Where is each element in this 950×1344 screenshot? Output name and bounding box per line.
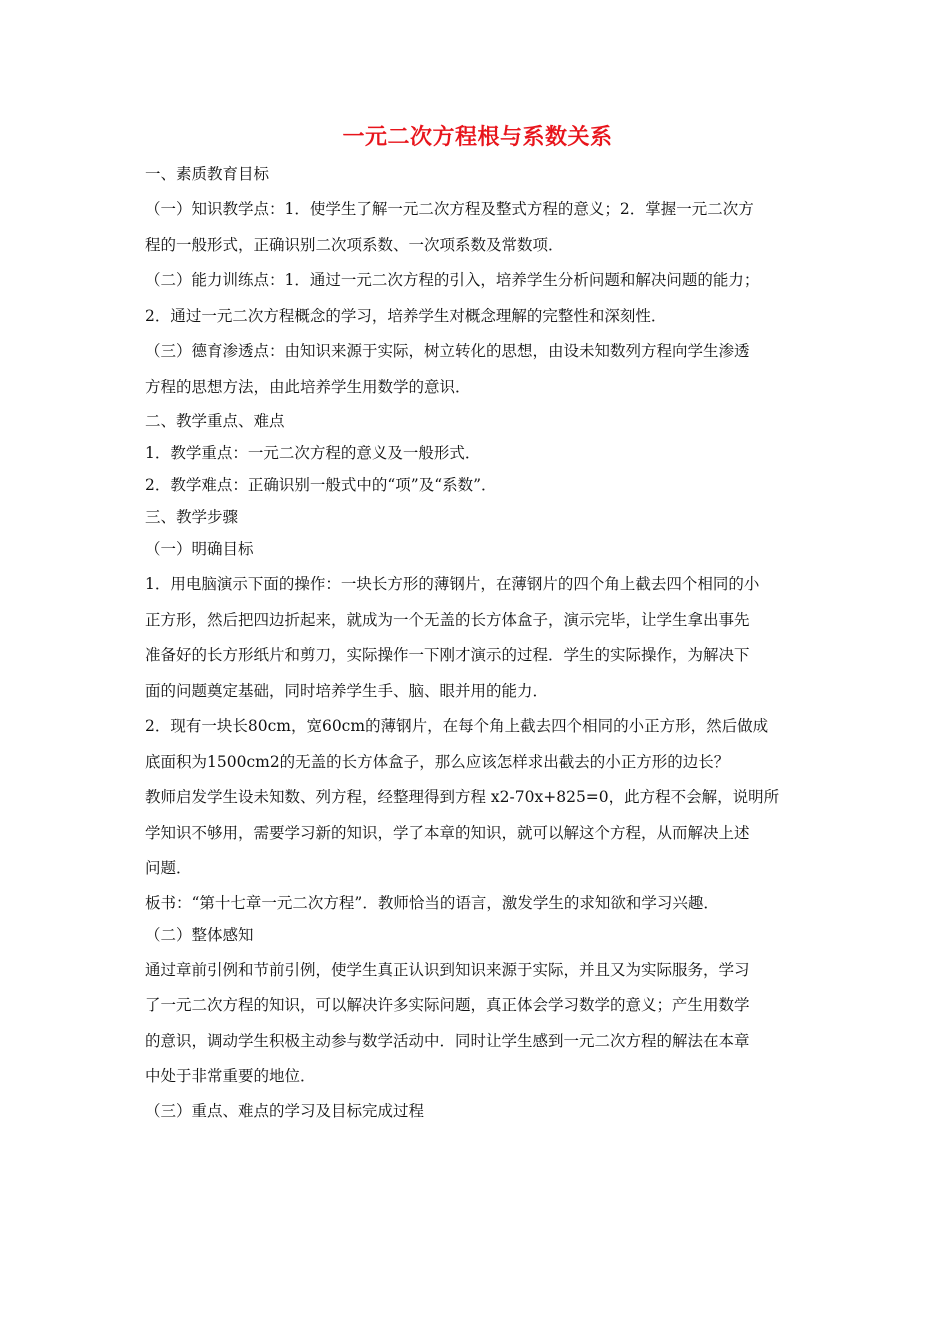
document-title: 一元二次方程根与系数关系 bbox=[342, 125, 613, 150]
paragraph-line: 教师启发学生设未知数、列方程，经整理得到方程 x2-70x+825=0，此方程不会解，说明所 bbox=[145, 788, 780, 806]
paragraph-line: （二）能力训练点：1．通过一元二次方程的引入，培养学生分析问题和解决问题的能力； bbox=[145, 271, 760, 289]
paragraph-line: 中处于非常重要的地位． bbox=[145, 1067, 316, 1085]
subsection-heading: （一）明确目标 bbox=[145, 540, 254, 558]
paragraph-line: 了一元二次方程的知识，可以解决许多实际问题，真正体会学习数学的意义；产生用数学 bbox=[145, 996, 750, 1014]
paragraph-line: 准备好的长方形纸片和剪刀，实际操作一下刚才演示的过程．学生的实际操作，为解决下 bbox=[145, 646, 750, 664]
paragraph-line: （三）德育渗透点：由知识来源于实际，树立转化的思想，由设未知数列方程向学生渗透 bbox=[145, 342, 750, 360]
paragraph-line: 1．用电脑演示下面的操作：一块长方形的薄钢片，在薄钢片的四个角上截去四个相同的小 bbox=[145, 575, 760, 593]
paragraph-line: 通过章前引例和节前引例，使学生真正认识到知识来源于实际，并且又为实际服务，学习 bbox=[145, 960, 750, 979]
section-heading-goals: 一、素质教育目标 bbox=[145, 165, 270, 183]
paragraph-line: 2．教学难点：正确识别一般式中的“项”及“系数”． bbox=[145, 476, 497, 494]
section-heading-key-points: 二、教学重点、难点 bbox=[145, 412, 285, 430]
paragraph-line: （一）知识教学点：1．使学生了解一元二次方程及整式方程的意义；2．掌握一元二次方 bbox=[145, 200, 754, 218]
paragraph-line: 1．教学重点：一元二次方程的意义及一般形式． bbox=[145, 444, 481, 462]
paragraph-line: 程的一般形式，正确识别二次项系数、一次项系数及常数项． bbox=[145, 235, 564, 254]
paragraph-line: 2．通过一元二次方程概念的学习，培养学生对概念理解的完整性和深刻性． bbox=[145, 306, 667, 325]
paragraph-line: 方程的思想方法，由此培养学生用数学的意识． bbox=[145, 377, 471, 396]
subsection-heading: （二）整体感知 bbox=[145, 925, 254, 944]
paragraph-line: 学知识不够用，需要学习新的知识，学了本章的知识，就可以解这个方程，从而解决上述 bbox=[145, 823, 750, 842]
document-page bbox=[145, 118, 810, 1127]
paragraph-line: 正方形，然后把四边折起来，就成为一个无盖的长方体盒子，演示完毕，让学生拿出事先 bbox=[145, 610, 750, 629]
paragraph-line: 的意识，调动学生积极主动参与数学活动中．同时让学生感到一元二次方程的解法在本章 bbox=[145, 1031, 750, 1050]
section-heading-steps: 三、教学步骤 bbox=[145, 508, 239, 526]
paragraph-line: 板书：“第十七章一元二次方程”．教师恰当的语言，激发学生的求知欲和学习兴趣． bbox=[145, 893, 719, 912]
paragraph-line: 问题． bbox=[145, 859, 192, 877]
paragraph-line: 面的问题奠定基础，同时培养学生手、脑、眼并用的能力． bbox=[145, 681, 549, 700]
paragraph-line: 2．现有一块长80cm，宽60cm的薄钢片，在每个角上截去四个相同的小正方形，然后做成 bbox=[145, 717, 769, 735]
subsection-heading: （三）重点、难点的学习及目标完成过程 bbox=[145, 1101, 425, 1120]
paragraph-line: 底面积为1500cm2的无盖的长方体盒子，那么应该怎样求出截去的小正方形的边长？ bbox=[145, 752, 730, 771]
